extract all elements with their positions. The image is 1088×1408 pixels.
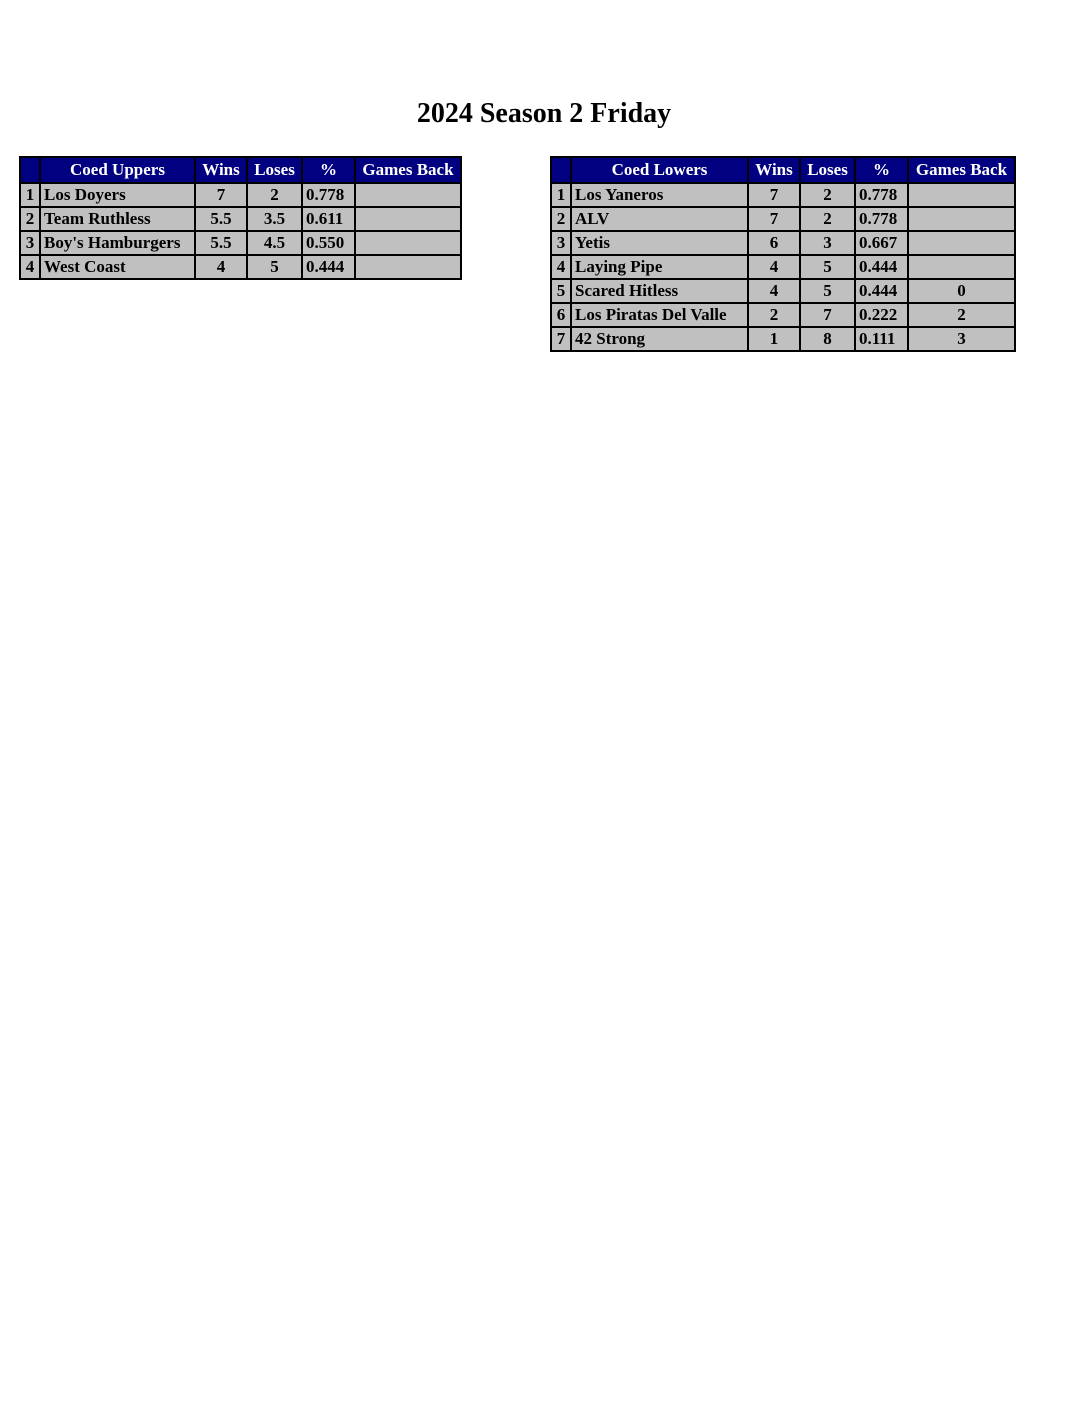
loses-cell: 4.5 bbox=[247, 231, 302, 255]
rank-cell: 1 bbox=[20, 183, 40, 207]
wins-cell: 1 bbox=[748, 327, 800, 351]
wins-header: Wins bbox=[195, 157, 247, 183]
team-cell: Los Yaneros bbox=[571, 183, 748, 207]
table-row bbox=[20, 231, 461, 255]
loses-cell: 5 bbox=[800, 255, 855, 279]
team-cell: 42 Strong bbox=[571, 327, 748, 351]
games-back-cell bbox=[908, 207, 1015, 231]
loses-cell: 8 bbox=[800, 327, 855, 351]
table-row bbox=[20, 183, 461, 207]
pct-cell: 0.550 bbox=[302, 231, 355, 255]
pct-cell: 0.778 bbox=[855, 183, 908, 207]
table-row bbox=[551, 183, 1015, 207]
games-back-cell: 0 bbox=[908, 279, 1015, 303]
coed-lowers-table bbox=[550, 156, 1016, 352]
wins-cell: 4 bbox=[748, 279, 800, 303]
table-row bbox=[20, 207, 461, 231]
table-row bbox=[551, 279, 1015, 303]
rank-header bbox=[551, 157, 571, 183]
table-row bbox=[20, 255, 461, 279]
team-cell: Yetis bbox=[571, 231, 748, 255]
pct-cell: 0.778 bbox=[855, 207, 908, 231]
rank-cell: 2 bbox=[20, 207, 40, 231]
games-back-cell bbox=[908, 231, 1015, 255]
games-back-cell bbox=[355, 207, 461, 231]
table-row bbox=[551, 231, 1015, 255]
wins-cell: 7 bbox=[748, 207, 800, 231]
team-cell: Boy's Hamburgers bbox=[40, 231, 195, 255]
team-cell: Laying Pipe bbox=[571, 255, 748, 279]
team-cell: ALV bbox=[571, 207, 748, 231]
table-row bbox=[551, 327, 1015, 351]
loses-cell: 5 bbox=[800, 279, 855, 303]
team-cell: Scared Hitless bbox=[571, 279, 748, 303]
team-cell: Team Ruthless bbox=[40, 207, 195, 231]
page-title: 2024 Season 2 Friday bbox=[416, 98, 672, 129]
coed-uppers-table bbox=[19, 156, 462, 280]
wins-cell: 5.5 bbox=[195, 231, 247, 255]
rank-cell: 2 bbox=[551, 207, 571, 231]
games-back-cell: 3 bbox=[908, 327, 1015, 351]
games-back-cell bbox=[908, 255, 1015, 279]
loses-cell: 2 bbox=[247, 183, 302, 207]
pct-header: % bbox=[302, 157, 355, 183]
wins-cell: 4 bbox=[195, 255, 247, 279]
pct-cell: 0.444 bbox=[855, 279, 908, 303]
header-row bbox=[551, 157, 1015, 183]
team-header: Coed Lowers bbox=[571, 157, 748, 183]
pct-cell: 0.778 bbox=[302, 183, 355, 207]
pct-cell: 0.611 bbox=[302, 207, 355, 231]
pct-cell: 0.222 bbox=[855, 303, 908, 327]
team-cell: West Coast bbox=[40, 255, 195, 279]
loses-cell: 2 bbox=[800, 207, 855, 231]
table-row bbox=[551, 255, 1015, 279]
table-row bbox=[551, 303, 1015, 327]
games-back-cell bbox=[908, 183, 1015, 207]
rank-cell: 3 bbox=[20, 231, 40, 255]
header-row bbox=[20, 157, 461, 183]
loses-cell: 3.5 bbox=[247, 207, 302, 231]
wins-cell: 4 bbox=[748, 255, 800, 279]
rank-cell: 4 bbox=[20, 255, 40, 279]
rank-cell: 3 bbox=[551, 231, 571, 255]
games-back-cell bbox=[355, 183, 461, 207]
pct-cell: 0.444 bbox=[302, 255, 355, 279]
loses-header: Loses bbox=[800, 157, 855, 183]
rank-cell: 6 bbox=[551, 303, 571, 327]
table-row bbox=[551, 207, 1015, 231]
pct-cell: 0.111 bbox=[855, 327, 908, 351]
rank-cell: 1 bbox=[551, 183, 571, 207]
loses-cell: 5 bbox=[247, 255, 302, 279]
wins-cell: 7 bbox=[195, 183, 247, 207]
wins-cell: 2 bbox=[748, 303, 800, 327]
pct-header: % bbox=[855, 157, 908, 183]
games-back-cell bbox=[355, 231, 461, 255]
loses-header: Loses bbox=[247, 157, 302, 183]
loses-cell: 2 bbox=[800, 183, 855, 207]
wins-header: Wins bbox=[748, 157, 800, 183]
rank-header bbox=[20, 157, 40, 183]
wins-cell: 6 bbox=[748, 231, 800, 255]
rank-cell: 5 bbox=[551, 279, 571, 303]
loses-cell: 3 bbox=[800, 231, 855, 255]
rank-cell: 7 bbox=[551, 327, 571, 351]
games-back-cell: 2 bbox=[908, 303, 1015, 327]
wins-cell: 7 bbox=[748, 183, 800, 207]
games-back-header: Games Back bbox=[355, 157, 461, 183]
games-back-header: Games Back bbox=[908, 157, 1015, 183]
loses-cell: 7 bbox=[800, 303, 855, 327]
pct-cell: 0.444 bbox=[855, 255, 908, 279]
team-cell: Los Piratas Del Valle bbox=[571, 303, 748, 327]
games-back-cell bbox=[355, 255, 461, 279]
wins-cell: 5.5 bbox=[195, 207, 247, 231]
rank-cell: 4 bbox=[551, 255, 571, 279]
team-header: Coed Uppers bbox=[40, 157, 195, 183]
pct-cell: 0.667 bbox=[855, 231, 908, 255]
team-cell: Los Doyers bbox=[40, 183, 195, 207]
